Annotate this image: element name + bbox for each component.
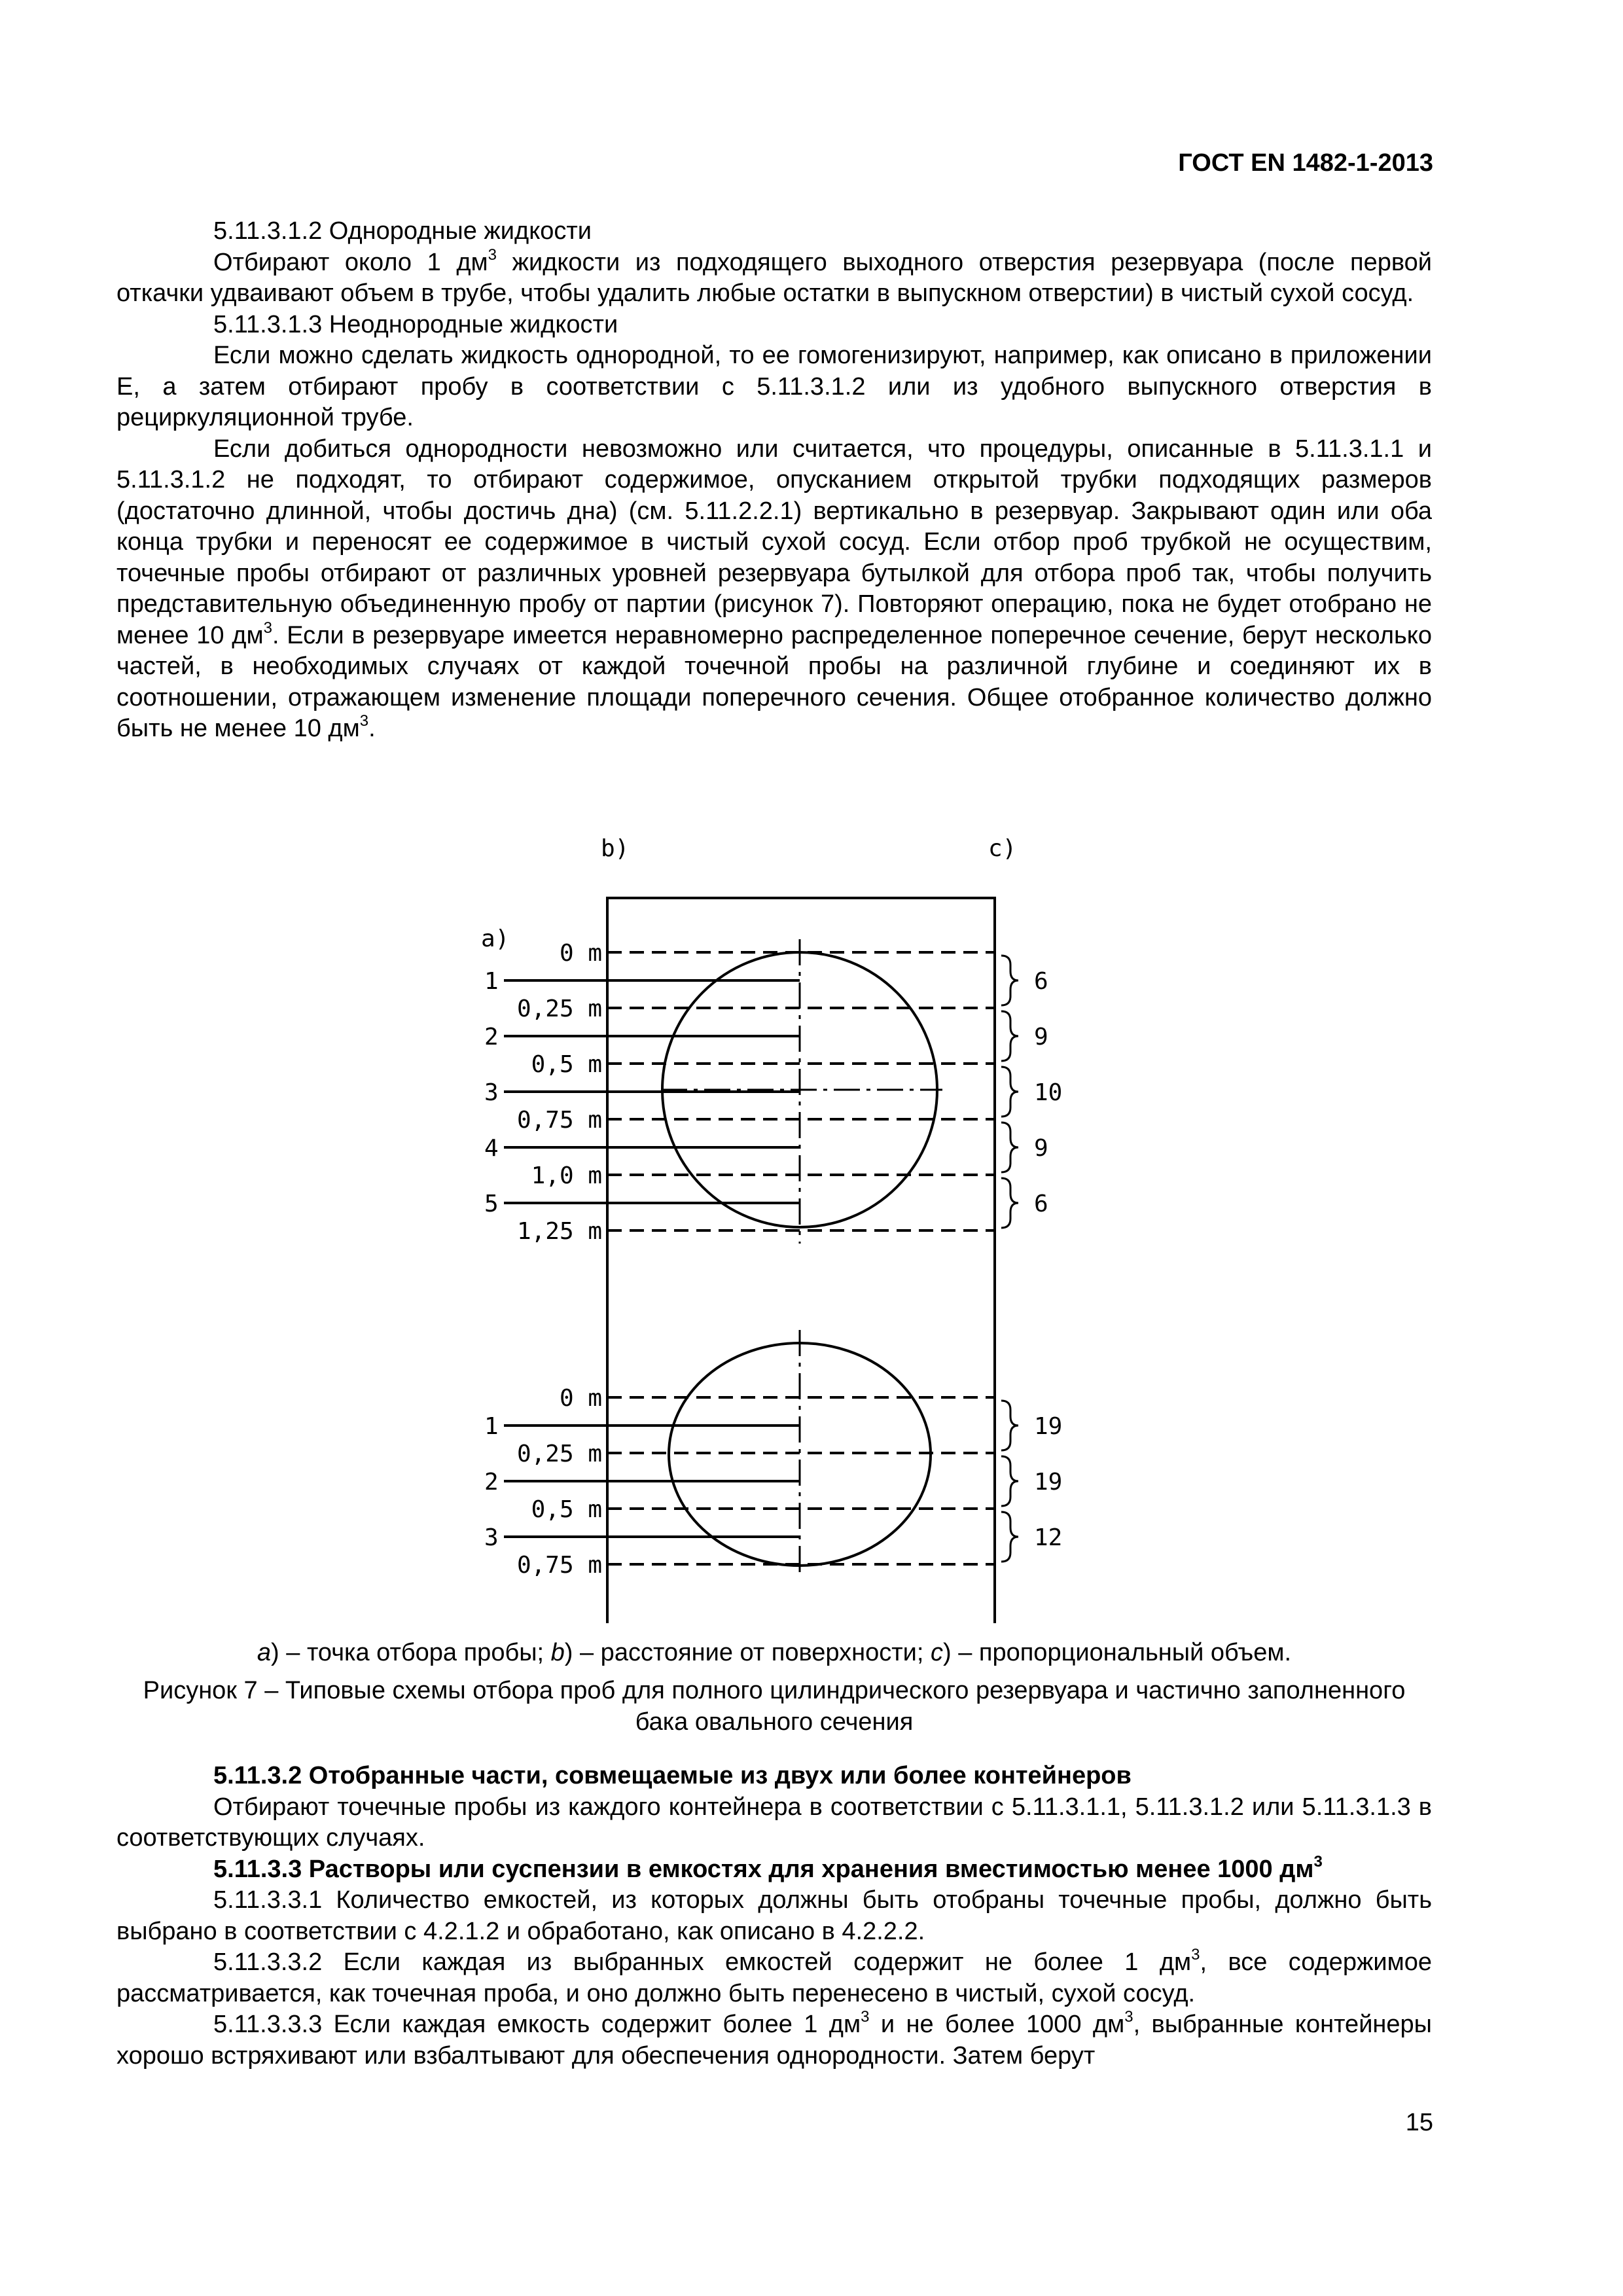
paragraph: Отбирают точечные пробы из каждого контейнера в соответствии с 5.11.3.1.1, 5.11.3.1.2 или 5.11.3.1.3 в соответствующих случаях. [116, 1793, 1432, 1852]
page-number: 15 [1405, 2109, 1433, 2136]
figure-7-diagram [0, 818, 1623, 1623]
volume-label: 19 [1034, 1413, 1063, 1440]
point-label: 1 [484, 968, 499, 995]
point-label: 3 [484, 1079, 499, 1106]
volume-label: 10 [1034, 1079, 1063, 1106]
volume-label: 9 [1034, 1135, 1048, 1162]
volume-brace [1001, 1011, 1018, 1061]
paragraph: Если добиться однородности невозможно или считается, что процедуры, описанные в 5.11.3.1.1 и 5.11.3.1.2 не подходят, то отбирают содержимое, опусканием открытой трубки подходящих размеров (достаточно длинной, чтобы достичь дна) (см. 5.11.2.2.1) вертикально в резервуар. Закрывают один или оба конца трубки и переносят ее содержимое в чистый сухой сосуд. Если отбор проб трубкой не осуществим, точечные пробы отбирают от различных уровней резервуара бутылкой для отбора проб так, чтобы получить представительную объединенную пробу от партии (рисунок 7). Повторяют операцию, пока не будет отобрано не менее 10 $дм^3$. Если в резервуаре имеется неравномерно распределенное поперечное сечение, берут несколько частей, в необходимых случаях от каждой точечной пробы на различной глубине и соединяют их в соотношении, отражающем изменение площади поперечного сечения. Общее отобранное количество должно быть не менее 10 $дм^3$. [116, 435, 1432, 742]
paragraph: 5.11.3.3.3 Если каждая емкость содержит более 1 $дм^3$ и не более 1000 $дм^3$, выбранные контейнеры хорошо встряхивают или взбалтывают для обеспечения однородности. Затем берут [116, 2008, 1432, 2070]
volume-brace [1001, 1067, 1018, 1117]
point-label: 4 [484, 1135, 499, 1162]
volume-brace [1001, 1512, 1018, 1562]
body-text-bottom [116, 1761, 1432, 2072]
paragraph: Отбирают около 1 $дм^3$ жидкости из подходящего выходного отверстия резервуара (после первой откачки удваивают объем в трубе, чтобы удалить любые остатки в выпускном отверстии) в чистый сухой сосуд. [116, 245, 1432, 307]
depth-label: 0,25 m [516, 996, 602, 1022]
point-label: 5 [484, 1191, 499, 1217]
paragraph: Если можно сделать жидкость однородной, то ее гомогенизируют, например, как описано в приложении E, а затем отбирают пробу в соответствии с 5.11.3.1.2 или из удобного выпускного отверстия в рециркуляционной трубе. [116, 342, 1432, 431]
paragraph: 5.11.3.3.2 Если каждая из выбранных емкостей содержит не более 1 $дм^3$, все содержимое рассматривается, как точечная проба, и оно должно быть перенесено в чистый, сухой сосуд. [116, 1946, 1432, 2007]
depth-label: 0 m [559, 940, 602, 967]
point-label: 3 [484, 1524, 499, 1551]
subsection-title: 5.11.3.1.2 Однородные жидкости [213, 217, 592, 245]
volume-brace [1001, 956, 1018, 1005]
label-a: a) [481, 925, 510, 952]
depth-label: 0,5 m [531, 1496, 602, 1523]
volume-label: 19 [1034, 1469, 1063, 1496]
volume-brace [1001, 1178, 1018, 1228]
figure-legend: a) – точка отбора пробы; b) – расстояние от поверхности; c) – пропорциональный объем. [257, 1639, 1292, 1666]
volume-label: 9 [1034, 1024, 1048, 1050]
volume-label: 12 [1034, 1524, 1063, 1551]
volume-label: 6 [1034, 1191, 1048, 1217]
depth-label: 0,5 m [531, 1051, 602, 1078]
point-label: 2 [484, 1024, 499, 1050]
label-c: c) [988, 835, 1017, 862]
depth-label: 1,25 m [516, 1218, 602, 1245]
volume-brace [1001, 1122, 1018, 1172]
label-b: b) [601, 835, 630, 862]
depth-label: 0,25 m [516, 1441, 602, 1467]
depth-label: 1,0 m [531, 1162, 602, 1189]
depth-label: 0 m [559, 1385, 602, 1412]
volume-label: 6 [1034, 968, 1048, 995]
paragraph: 5.11.3.3.1 Количество емкостей, из которых должны быть отобраны точечные пробы, должно быть выбрано в соответствии с 4.2.1.2 и обработано, как описано в 4.2.2.2. [116, 1886, 1432, 1945]
volume-brace [1001, 1456, 1018, 1506]
point-label: 2 [484, 1469, 499, 1496]
document-header: ГОСТ EN 1482-1-2013 [1178, 149, 1433, 177]
point-label: 1 [484, 1413, 499, 1440]
depth-label: 0,75 m [516, 1107, 602, 1134]
volume-brace [1001, 1401, 1018, 1450]
body-text-top [116, 216, 1432, 745]
section-heading: 5.11.3.3 Растворы или суспензии в емкостях для хранения вместимостью менее 1000 $дм^3$ [213, 1852, 1323, 1883]
subsection-title: 5.11.3.1.3 Неоднородные жидкости [213, 310, 618, 338]
figure-caption: Рисунок 7 – Типовые схемы отбора проб для полного цилиндрического резервуара и частично заполненного бака овального сечения [143, 1677, 1406, 1736]
depth-label: 0,75 m [516, 1552, 602, 1579]
section-heading: 5.11.3.2 Отобранные части, совмещаемые из двух или более контейнеров [213, 1762, 1132, 1789]
